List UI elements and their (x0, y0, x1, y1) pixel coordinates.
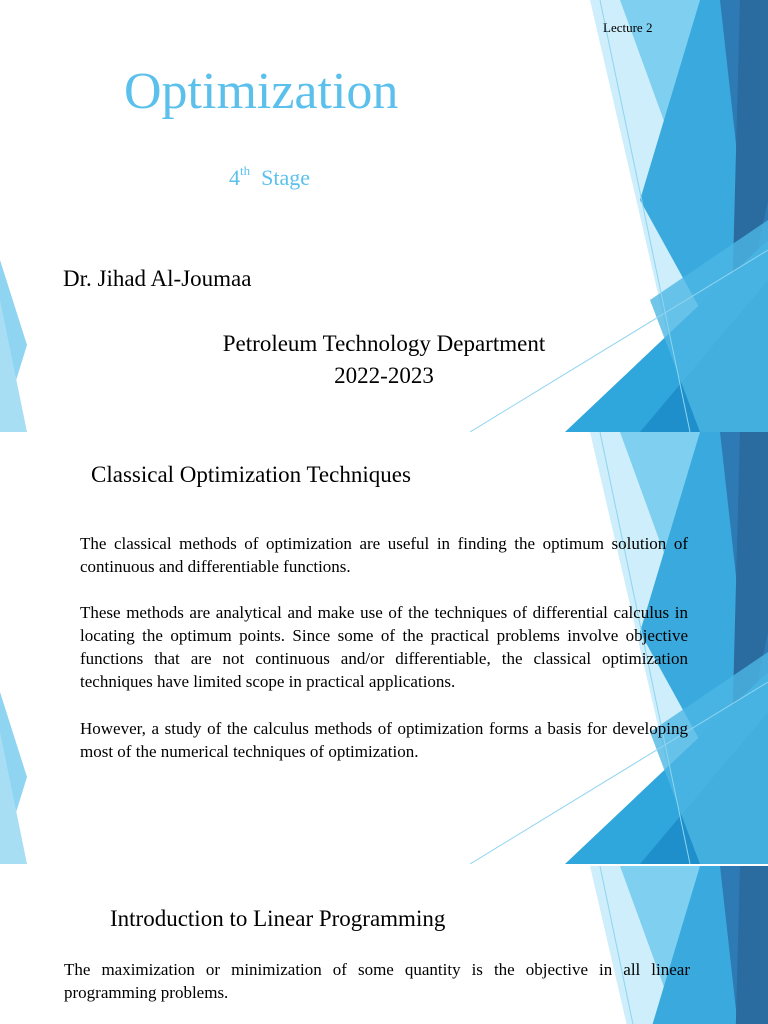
paragraph-lp-objective: The maximization or minimization of some quantity is the objective in all linear programming problems. (64, 960, 690, 1002)
presentation-title: Optimization (124, 63, 399, 120)
stage-number: 4 (229, 165, 240, 190)
classical-optimization-slide (0, 432, 768, 866)
title-slide (0, 0, 768, 432)
paragraph-calculus-basis: However, a study of the calculus methods of optimization forms a basis for developing most of the numerical techniques of optimization. (80, 719, 688, 761)
department-block (200, 328, 568, 392)
author-name: Dr. Jihad Al-Joumaa (63, 266, 252, 291)
paragraph-analytical: These methods are analytical and make use of the techniques of differential calculus in locating the optimum points. Since some of the practical problems involve objective functions that are not continuous and/or differentiable, the classical optimization techniques have limited scope in practical applications. (80, 603, 688, 691)
stage-word: Stage (261, 165, 311, 190)
stage-suffix: th (240, 163, 251, 178)
paragraph-intro: The classical methods of optimization are useful in finding the optimum solution of continuous and differentiable functions. (80, 534, 688, 576)
slide-heading: Introduction to Linear Programming (110, 906, 446, 931)
slide-heading: Classical Optimization Techniques (91, 462, 411, 487)
department-name: Petroleum Technology Department (222, 331, 546, 356)
stage-label (229, 163, 310, 191)
academic-year: 2022-2023 (334, 363, 434, 388)
linear-programming-slide (0, 866, 768, 1024)
lecture-label: Lecture 2 (603, 20, 653, 35)
